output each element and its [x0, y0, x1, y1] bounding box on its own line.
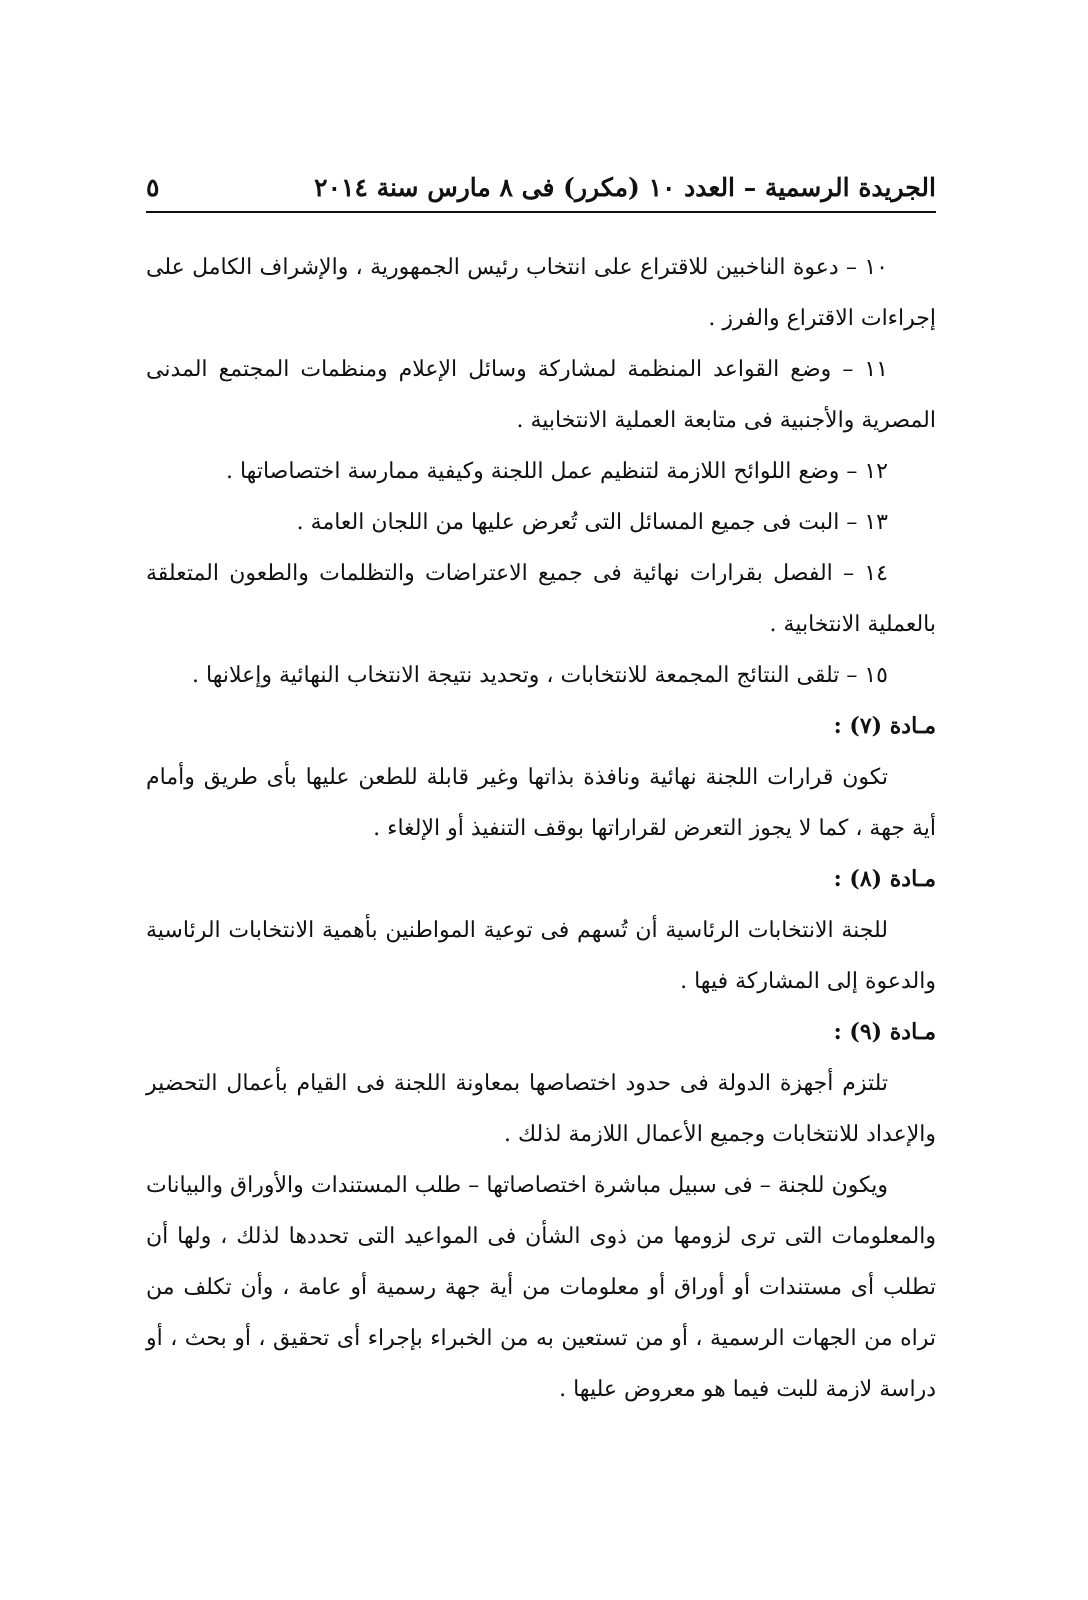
article-7-text: تكون قرارات اللجنة نهائية ونافذة بذاتها وغير قابلة للطعن عليها بأى طريق وأمام أية جهة ، كما لا يجوز التعرض لقراراتها بوقف التنفيذ أو الإلغاء . [146, 765, 936, 841]
article-7-heading: مـادة (٧) : [833, 713, 936, 739]
page-body [146, 242, 936, 1415]
header-divider [146, 211, 936, 213]
article-9-text-1: تلتزم أجهزة الدولة فى حدود اختصاصها بمعاونة اللجنة فى القيام بأعمال التحضير والإعداد للانتخابات وجميع الأعمال اللازمة لذلك . [146, 1071, 936, 1147]
article-9-heading: مـادة (٩) : [833, 1019, 936, 1045]
article-8-text: للجنة الانتخابات الرئاسية أن تُسهم فى توعية المواطنين بأهمية الانتخابات الرئاسية والدعوة إلى المشاركة فيها . [146, 918, 936, 994]
header-title: الجريدة الرسمية – العدد ١٠ (مكرر) فى ٨ مارس سنة ٢٠١٤ [314, 173, 936, 202]
item-14: ١٤ – الفصل بقرارات نهائية فى جميع الاعتراضات والتظلمات والطعون المتعلقة بالعملية الانتخابية . [146, 561, 936, 637]
item-12: ١٢ – وضع اللوائح اللازمة لتنظيم عمل اللجنة وكيفية ممارسة اختصاصاتها . [225, 459, 888, 484]
item-10: ١٠ – دعوة الناخبين للاقتراع على انتخاب رئيس الجمهورية ، والإشراف الكامل على إجراءات الاقتراع والفرز . [146, 255, 936, 331]
item-11: ١١ – وضع القواعد المنظمة لمشاركة وسائل الإعلام ومنظمات المجتمع المدنى المصرية والأجنبية فى متابعة العملية الانتخابية . [146, 357, 936, 433]
page-header [146, 158, 936, 202]
page-number: ٥ [146, 173, 160, 202]
item-13: ١٣ – البت فى جميع المسائل التى تُعرض عليها من اللجان العامة . [296, 510, 888, 535]
item-15: ١٥ – تلقى النتائج المجمعة للانتخابات ، وتحديد نتيجة الانتخاب النهائية وإعلانها . [192, 663, 888, 688]
article-8-heading: مـادة (٨) : [833, 866, 936, 892]
article-9-text-2: ويكون للجنة – فى سبيل مباشرة اختصاصاتها – طلب المستندات والأوراق والبيانات والمعلومات التى ترى لزومها من ذوى الشأن فى المواعيد التى تحددها لذلك ، ولها أن تطلب أى مستندات أو أوراق أو معلومات من أية جهة رسمية أو عامة ، وأن تكلف من تراه من الجهات الرسمية ، أو من تستعين به من الخبراء بإجراء أى تحقيق ، أو بحث ، أو دراسة لازمة للبت فيما هو معروض عليها . [146, 1173, 936, 1402]
